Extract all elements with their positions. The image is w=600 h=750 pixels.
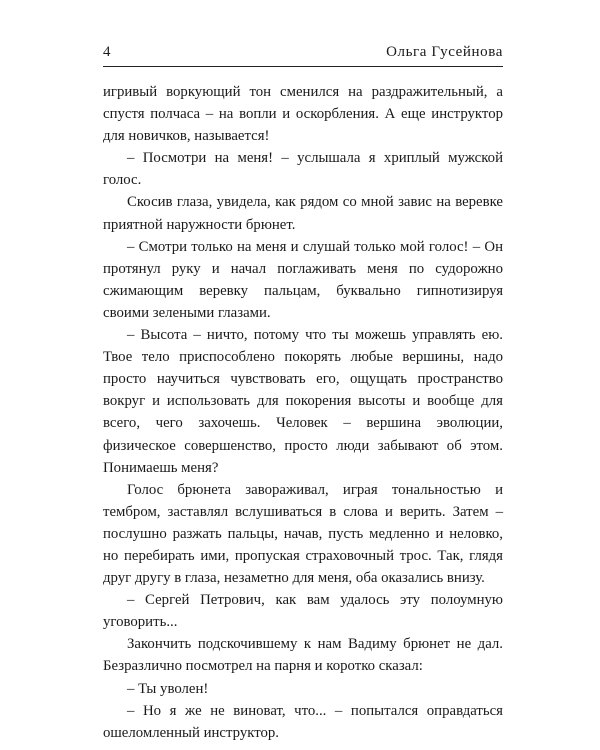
paragraph: Закончить подскочившему к нам Вадиму брюнет не дал. Безразлично посмотрел на парня и коротко сказал: [103, 636, 503, 675]
paragraph: – Ты уволен! [127, 680, 209, 697]
paragraph: – Но я же не виноват, что... – попытался оправдаться ошеломленный инструктор. [103, 702, 503, 741]
paragraph: – Посмотри на меня! – услышала я хриплый мужской голос. [103, 150, 503, 189]
paragraph: – Высота – ничто, потому что ты можешь управлять ею. Твое тело приспособлено покорять любые вершины, надо просто научиться чувствовать его, ощущать пространство вокруг и использовать для покорения высоты и вообще для всего, чего захочешь. Человек – вершина эволюции, физическое совершенство, просто люди забывают об этом. Понимаешь меня? [103, 327, 503, 476]
paragraph: игривый воркующий тон сменился на раздражительный, а спустя полчаса – на вопли и оскорбления. А еще инструктор для новичков, называется! [103, 84, 503, 145]
paragraph: Скосив глаза, увидела, как рядом со мной завис на веревке приятной наружности брюнет. [103, 194, 503, 233]
running-head-author: Ольга Гусейнова [386, 44, 503, 60]
paragraph: – Сергей Петрович, как вам удалось эту полоумную уговорить... [103, 592, 503, 631]
paragraph: Голос брюнета завораживал, играя тональностью и тембром, заставлял вслушиваться в слова и верить. Затем – послушно разжать пальцы, начав, пусть медленно и неловко, но перебирать ими, пропуская страховочный трос. Так, глядя друг другу в глаза, незаметно для меня, оба оказались внизу. [103, 481, 503, 587]
paragraph: – Смотри только на меня и слушай только мой голос! – Он протянул руку и начал поглаживать меня по судорожно сжимающим веревку пальцам, буквально гипнотизируя своими зелеными глазами. [103, 238, 503, 321]
page-number: 4 [103, 44, 111, 60]
body-text [103, 81, 503, 744]
page-header [103, 40, 503, 67]
